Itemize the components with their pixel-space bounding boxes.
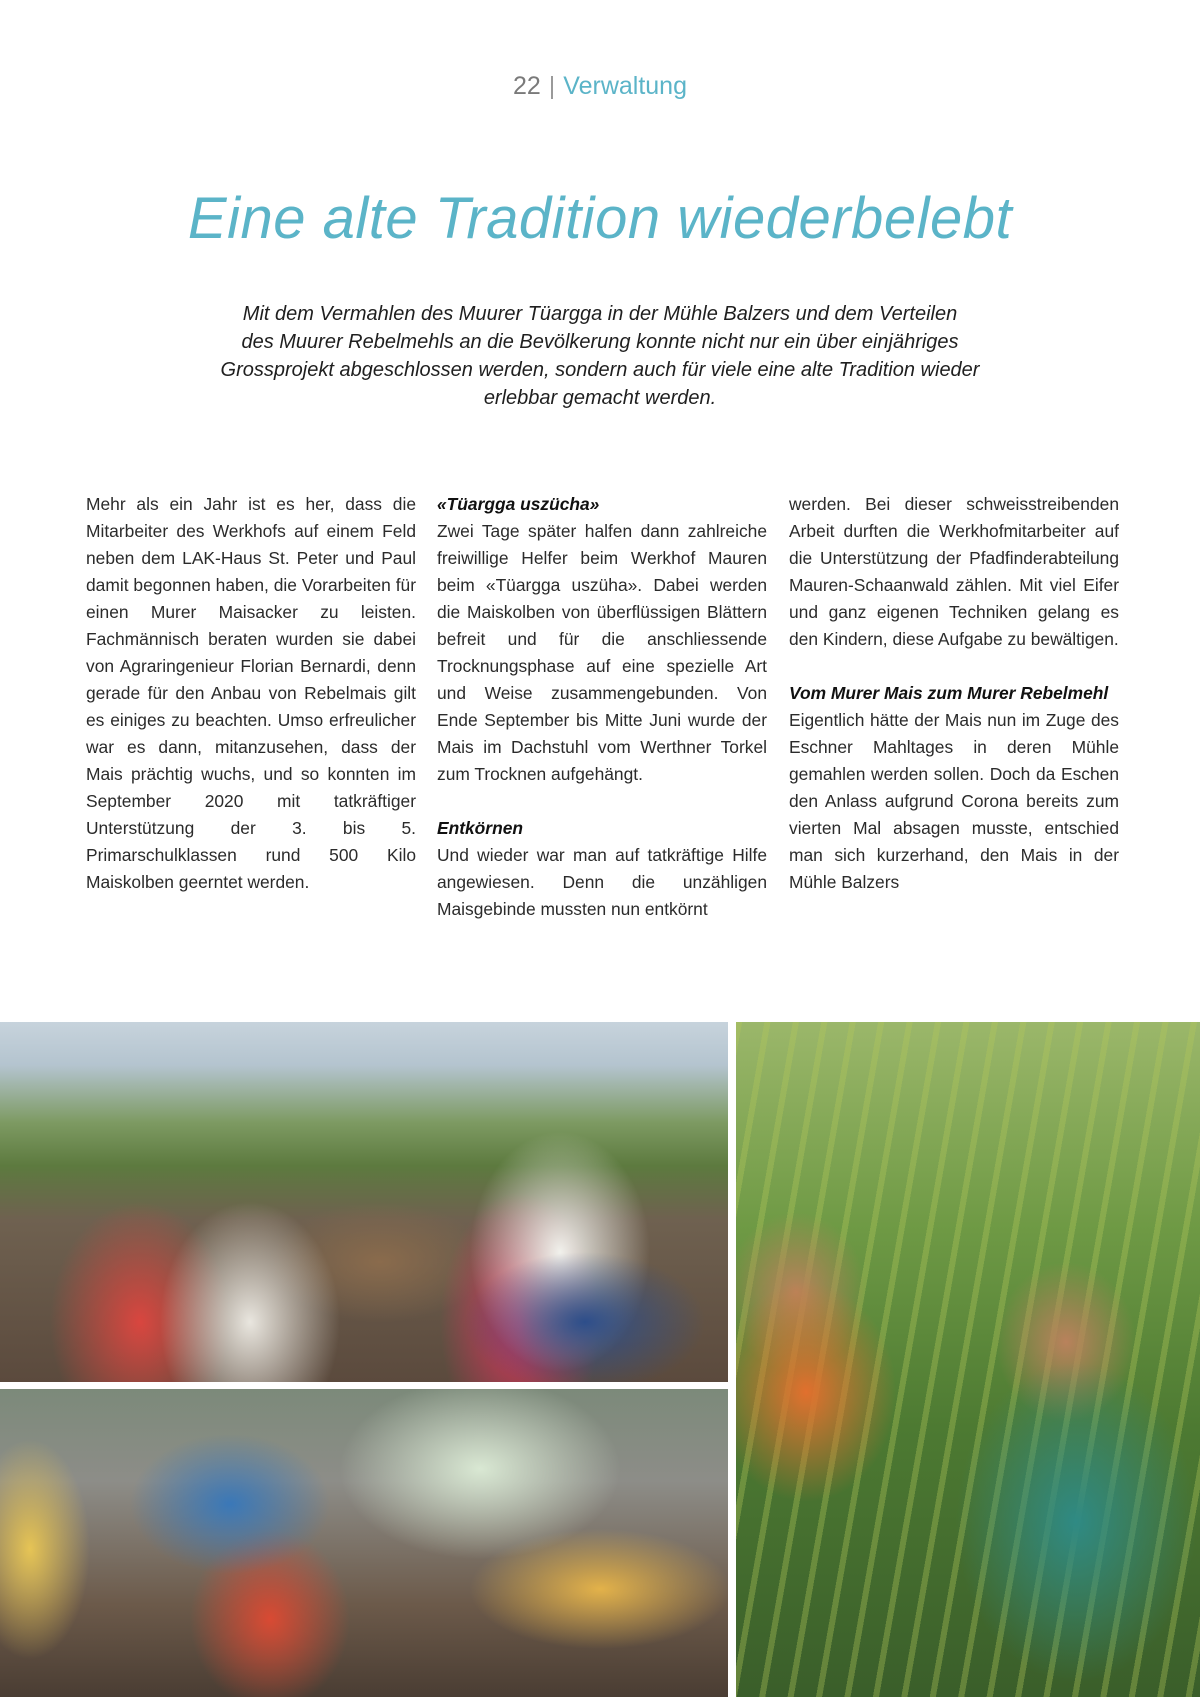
body-paragraph: Mehr als ein Jahr ist es her, dass die Mitarbeiter des Werkhofs auf einem Feld neben dem LAK-Haus St. Peter und Paul damit begonnen haben, die Vorarbeiten für einen Murer Maisacker zu leisten. Fachmännisch beraten wurden sie dabei von Agraringenieur Florian Bernardi, denn gerade für den Anbau von Rebelmais gilt es einiges zu beachten. Umso erfreulicher war es dann, mitanzusehen, dass der Mais prächtig wuchs, und so konnten im September 2020 mit tatkräftiger Unterstützung der 3. bis 5. Primarschulklassen rund 500 Kilo Maiskolben geerntet werden. — [86, 494, 416, 892]
photo-children-in-cornfield — [736, 1022, 1200, 1697]
body-paragraph: Zwei Tage später halfen dann zahlreiche freiwillige Helfer beim Werkhof Mauren beim «Tüargga uszüha». Dabei werden die Maiskolben von überflüssigen Blättern befreit und für die anschliessende Trocknungsphase auf eine spezielle Art und Weise zusammengebunden. Von Ende September bis Mitte Juni wurde der Mais im Dachstuhl vom Werthner Torkel zum Trocknen aufgehängt. — [437, 521, 767, 784]
header-separator: | — [548, 72, 556, 100]
subheading: Entkörnen — [437, 818, 523, 838]
photo-children-group-outdoor — [0, 1022, 728, 1382]
article-title: Eine alte Tradition wiederbelebt — [187, 186, 1013, 251]
lead-line: Grossprojekt abgeschlossen werden, sondern auch für viele eine alte Tradition wieder — [220, 359, 980, 381]
body-paragraph: Eigentlich hätte der Mais nun im Zuge des Eschner Mahltages in deren Mühle gemahlen werden sollen. Doch da Eschen den Anlass aufgrund Corona bereits zum vierten Mal absagen musste, entschied man sich kurzerhand, den Mais in der Mühle Balzers — [789, 710, 1119, 892]
lead-line: erlebbar gemacht werden. — [483, 387, 717, 409]
text-column-2 — [437, 491, 767, 923]
page-number: 22 — [512, 72, 541, 100]
article-lead — [185, 300, 1015, 412]
body-paragraph: Und wieder war man auf tatkräftige Hilfe angewiesen. Denn die unzähligen Maisgebinde mussten nun entkörnt — [437, 845, 767, 919]
photo-children-shelling-corn — [0, 1389, 728, 1697]
text-column-1 — [86, 491, 416, 896]
subheading: Vom Murer Mais zum Murer Rebelmehl — [789, 683, 1109, 703]
text-column-3 — [789, 491, 1119, 896]
lead-line: Mit dem Vermahlen des Muurer Tüargga in der Mühle Balzers und dem Verteilen — [242, 303, 958, 325]
subheading: «Tüargga uszücha» — [437, 494, 600, 514]
lead-line: des Muurer Rebelmehls an die Bevölkerung konnte nicht nur ein über einjähriges — [241, 331, 959, 353]
section-name: Verwaltung — [563, 72, 687, 100]
body-paragraph: werden. Bei dieser schweisstreibenden Arbeit durften die Werkhofmitarbeiter auf die Unterstützung der Pfadfinderabteilung Mauren-Schaanwald zählen. Mit viel Eifer und ganz eigenen Techniken gelang es den Kindern, diese Aufgabe zu bewältigen. — [789, 494, 1119, 649]
page-header — [0, 72, 1200, 101]
